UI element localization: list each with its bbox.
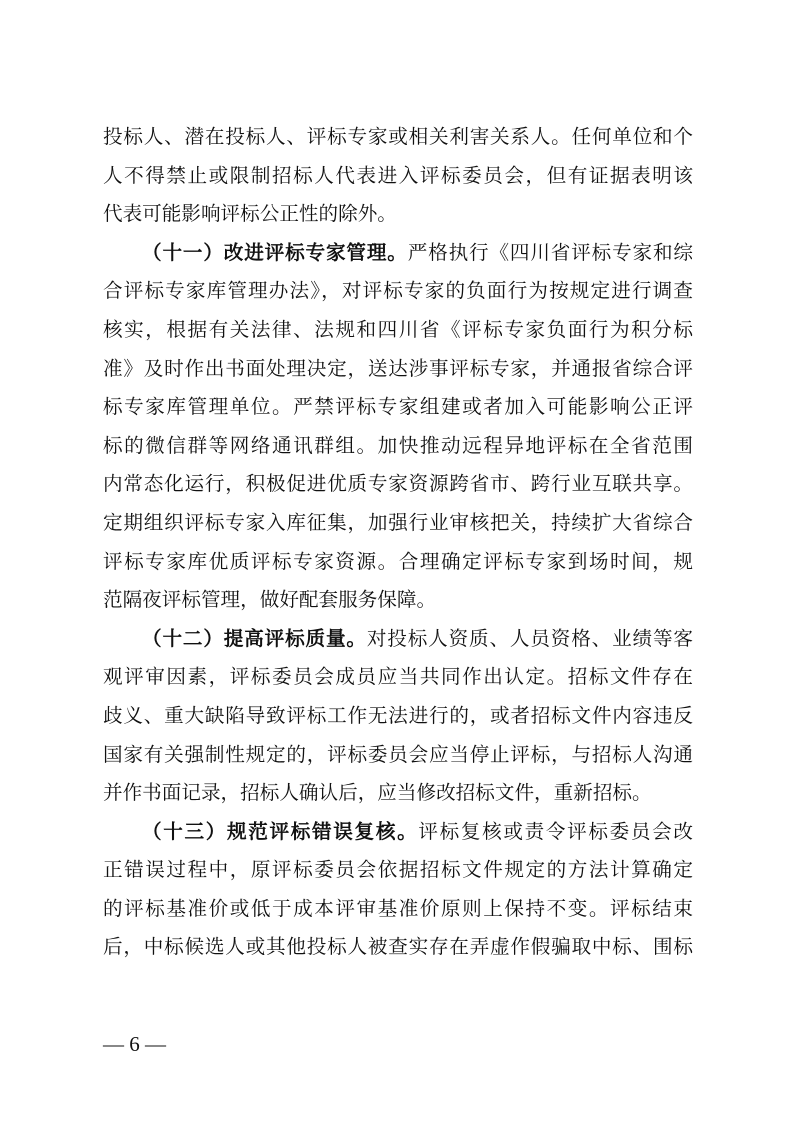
text-run: 严格执行《四川省评标专家和综 xyxy=(407,240,693,264)
text-line xyxy=(103,620,693,659)
text-line: 正错误过程中，原评标委员会依据招标文件规定的方法计算确定 xyxy=(103,858,693,882)
paragraph-continuation xyxy=(103,118,693,234)
text-line: 准》及时作出书面处理决定，送达涉事评标专家，并通报省综合评 xyxy=(103,356,693,380)
text-line: 国家有关强制性规定的，评标委员会应当停止评标，与招标人沟通 xyxy=(103,742,693,766)
section-heading: （十二）提高评标质量。 xyxy=(142,626,367,650)
text-line: 观评审因素，评标委员会成员应当共同作出认定。招标文件存在 xyxy=(103,665,693,689)
text-line: 合评标专家库管理办法》，对评标专家的负面行为按规定进行调查 xyxy=(103,279,693,303)
body-text xyxy=(103,118,693,967)
text-line: 人不得禁止或限制招标人代表进入评标委员会，但有证据表明该 xyxy=(103,163,693,187)
text-line: 后，中标候选人或其他投标人被查实存在弄虚作假骗取中标、围标 xyxy=(103,935,693,959)
text-line: 并作书面记录，招标人确认后，应当修改招标文件，重新招标。 xyxy=(103,781,652,805)
text-run: 评标复核或责令评标委员会改 xyxy=(418,819,694,843)
text-line: 代表可能影响评标公正性的除外。 xyxy=(103,202,397,226)
section-heading: （十一）改进评标专家管理。 xyxy=(142,240,408,264)
page-number: — 6 — xyxy=(103,1032,166,1056)
text-line: 标的微信群等网络通讯群组。加快推动远程异地评标在全省范围 xyxy=(103,433,693,457)
paragraph-section-12 xyxy=(103,620,693,813)
text-line xyxy=(103,813,693,852)
text-line: 定期组织评标专家入库征集，加强行业审核把关，持续扩大省综合 xyxy=(103,510,693,534)
text-line: 的评标基准价或低于成本评审基准价原则上保持不变。评标结束 xyxy=(103,896,693,920)
section-heading: （十三）规范评标错误复核。 xyxy=(142,819,419,843)
paragraph-section-13 xyxy=(103,813,693,967)
text-line: 投标人、潜在投标人、评标专家或相关利害关系人。任何单位和个 xyxy=(103,125,693,148)
text-line: 标专家库管理单位。严禁评标专家组建或者加入可能影响公正评 xyxy=(103,395,693,419)
text-line: 范隔夜评标管理，做好配套服务保障。 xyxy=(103,588,437,612)
text-line: 歧义、重大缺陷导致评标工作无法进行的，或者招标文件内容违反 xyxy=(103,703,693,727)
text-line: 核实，根据有关法律、法规和四川省《评标专家负面行为积分标 xyxy=(103,317,693,341)
text-line xyxy=(103,234,693,273)
text-line: 评标专家库优质评标专家资源。合理确定评标专家到场时间，规 xyxy=(103,549,693,573)
paragraph-section-11 xyxy=(103,234,693,620)
text-line: 内常态化运行，积极促进优质专家资源跨省市、跨行业互联共享。 xyxy=(103,472,693,496)
text-run: 对投标人资质、人员资格、业绩等客 xyxy=(366,626,694,650)
